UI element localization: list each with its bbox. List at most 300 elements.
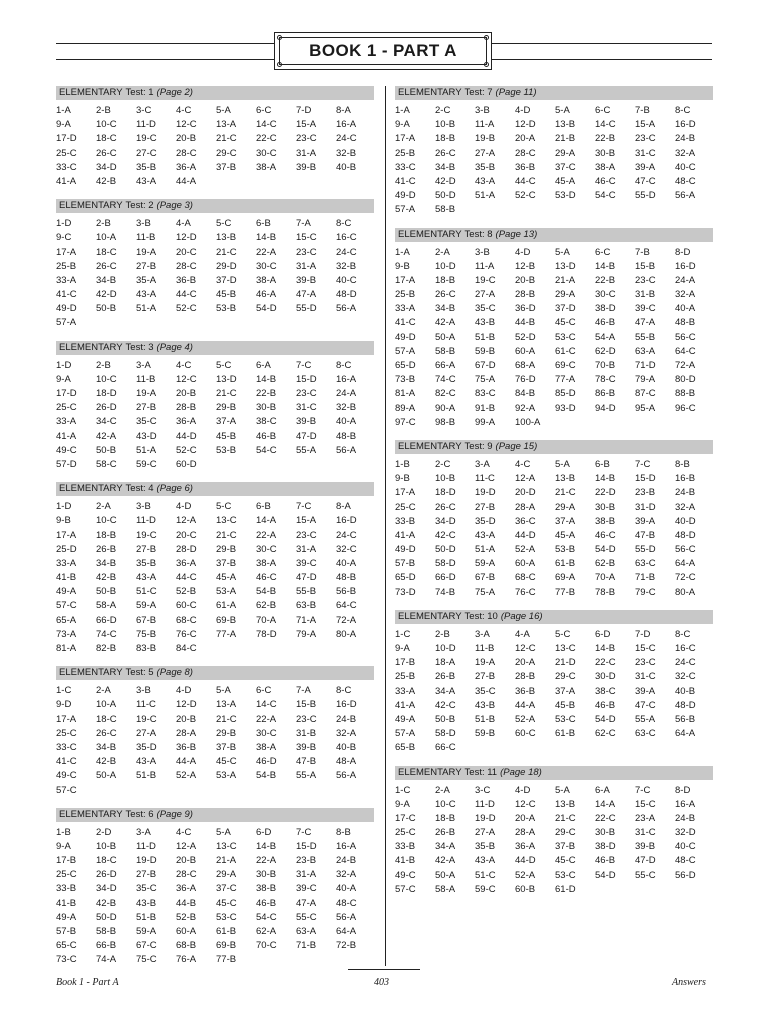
answer-key-item: 49-A: [395, 713, 416, 725]
answer-key-item: 34-C: [96, 416, 117, 428]
answer-key-item: 4-A: [176, 218, 191, 230]
test-number-label: Test: 10: [464, 610, 498, 622]
answer-key-item: 54-B: [256, 770, 277, 782]
answer-key-item: 12-B: [515, 260, 536, 272]
answer-key-item: 94-D: [595, 402, 616, 414]
answer-key-item: 78-D: [256, 628, 277, 640]
test-level-label: ELEMENTARY: [59, 200, 123, 212]
answer-key-item: 6-B: [256, 218, 271, 230]
answer-key-item: 35-B: [475, 841, 496, 853]
answer-key-item: 7-C: [296, 359, 312, 371]
answer-key-item: 20-A: [515, 133, 536, 145]
answer-key-item: 3-B: [136, 218, 151, 230]
answer-key-item: 65-B: [395, 742, 416, 754]
answer-key-item: 47-D: [296, 572, 317, 584]
answer-key-item: 77-B: [216, 954, 237, 966]
answer-key-item: 33-C: [56, 741, 77, 753]
answer-key-item: 76-A: [176, 954, 197, 966]
answer-key-item: 29-B: [216, 402, 237, 414]
answer-key-item: 54-D: [256, 303, 277, 315]
answer-key-item: 36-A: [176, 557, 197, 569]
answer-key-item: 4-A: [515, 628, 530, 640]
answer-key-item: 7-C: [296, 826, 312, 838]
answer-key-item: 24-B: [675, 812, 696, 824]
answer-key-item: 45-B: [216, 430, 237, 442]
answer-key-item: 14-C: [256, 699, 277, 711]
answer-key-item: 62-A: [256, 926, 277, 937]
answer-key-item: 34-A: [435, 685, 456, 697]
answer-key-item: 9-B: [395, 473, 410, 485]
answer-key-item: 1-A: [395, 105, 410, 116]
answer-key-item: 26-C: [96, 727, 117, 739]
answer-key-item: 63-B: [296, 600, 317, 612]
answer-key-item: 17-A: [395, 487, 416, 499]
test-header-bar: [56, 86, 374, 100]
answer-key-item: 42-B: [96, 756, 117, 768]
answer-key-item: 48-C: [675, 175, 696, 187]
answer-key-item: 37-A: [216, 416, 237, 428]
answer-key-item: 21-A: [216, 855, 237, 867]
answer-key-item: 24-B: [336, 713, 357, 725]
answer-key-item: 39-B: [635, 841, 656, 853]
answer-key-item: 27-B: [475, 501, 496, 513]
answer-key-item: 51-A: [136, 444, 157, 456]
test-header-bar: [395, 440, 713, 454]
answer-key-item: 21-D: [555, 657, 576, 669]
answer-key-item: 58-C: [96, 458, 117, 470]
answer-key-item: 22-B: [256, 388, 277, 399]
answer-key-item: 26-C: [96, 260, 117, 272]
answer-key-item: 33-B: [56, 883, 77, 895]
answer-key-item: 36-A: [515, 841, 536, 853]
answer-key-item: 76-D: [515, 374, 536, 386]
answer-key-item: 67-C: [136, 940, 157, 952]
answer-block: [56, 86, 374, 189]
answer-key-item: 40-A: [336, 883, 357, 895]
answer-key-item: 20-D: [515, 487, 536, 499]
answer-key-item: 59-A: [475, 558, 496, 570]
answer-key-item: 1-C: [56, 685, 72, 697]
answer-key-item: 39-C: [635, 303, 656, 315]
answer-key-item: 10-C: [96, 515, 117, 527]
answer-grid: [395, 246, 713, 430]
answer-key-item: 47-D: [296, 430, 317, 442]
answer-grid: [56, 500, 374, 656]
answer-key-item: 8-C: [336, 685, 352, 697]
answer-key-item: 40-D: [675, 515, 696, 527]
header-rule-left-lower: [56, 59, 274, 60]
answer-key-item: 43-A: [136, 289, 157, 301]
answer-key-item: 31-C: [635, 671, 656, 683]
title-banner: [274, 32, 492, 70]
answer-key-item: 60-B: [515, 883, 536, 895]
answer-key-item: 16-D: [336, 515, 357, 527]
answer-key-item: 25-C: [395, 501, 416, 513]
answer-key-item: 35-A: [136, 274, 157, 286]
answer-key-item: 75-C: [136, 954, 157, 966]
answer-key-item: 5-A: [555, 105, 570, 116]
answer-key-item: 64-C: [336, 600, 357, 612]
answer-grid: [395, 458, 713, 600]
answer-key-item: 13-B: [555, 119, 576, 131]
answer-key-item: 53-B: [555, 544, 576, 556]
answers-column-left: [56, 86, 374, 978]
answer-key-item: 5-A: [555, 458, 570, 470]
answer-key-item: 27-B: [136, 402, 157, 414]
answer-key-item: 13-B: [555, 473, 576, 485]
answer-key-item: 35-C: [475, 685, 496, 697]
answer-key-item: 38-A: [595, 161, 616, 173]
answer-key-item: 15-C: [635, 643, 656, 654]
answer-key-item: 37-C: [555, 161, 576, 173]
answer-key-item: 2-A: [435, 784, 450, 796]
answer-key-item: 45-C: [555, 855, 576, 867]
answer-key-item: 44-D: [515, 529, 536, 541]
answers-column-right: [395, 86, 713, 907]
answer-key-item: 34-A: [435, 841, 456, 853]
answer-key-item: 29-A: [216, 869, 237, 881]
answer-key-item: 16-C: [336, 232, 357, 244]
answer-key-item: 6-A: [256, 359, 271, 371]
answer-key-item: 58-A: [435, 883, 456, 895]
answer-key-item: 36-C: [515, 515, 536, 527]
answer-key-item: 29-C: [555, 671, 576, 683]
answer-key-item: 5-A: [555, 784, 570, 796]
answer-key-item: 19-D: [475, 487, 496, 499]
answer-key-item: 8-C: [336, 218, 352, 230]
answer-key-item: 35-B: [475, 161, 496, 173]
answer-key-item: 50-D: [435, 544, 456, 556]
test-number-label: Test: 3: [125, 341, 154, 353]
answer-key-item: 31-C: [635, 147, 656, 159]
answer-key-item: 11-C: [136, 699, 156, 711]
answer-key-item: 23-C: [635, 133, 656, 145]
answer-key-item: 16-A: [675, 798, 696, 810]
answer-key-item: 19-D: [136, 855, 157, 867]
answer-key-item: 36-B: [176, 741, 197, 753]
answer-key-item: 2-B: [96, 359, 111, 371]
test-page-reference: (Page 6): [156, 483, 193, 495]
answer-grid: [56, 359, 374, 473]
answer-key-item: 46-C: [595, 175, 616, 187]
answer-key-item: 34-B: [96, 557, 117, 569]
answer-key-item: 45-A: [216, 572, 237, 584]
answer-key-item: 7-C: [635, 784, 651, 796]
answer-key-item: 19-A: [136, 246, 157, 258]
answer-key-item: 39-A: [635, 515, 656, 527]
answer-key-item: 24-C: [675, 657, 696, 669]
answer-key-item: 47-A: [635, 317, 656, 329]
answer-key-item: 59-A: [136, 600, 157, 612]
answer-key-item: 32-A: [675, 289, 696, 301]
answer-key-item: 26-B: [435, 827, 456, 839]
page-number: 403: [374, 977, 389, 988]
answer-key-item: 34-D: [96, 161, 117, 173]
answer-key-item: 11-D: [475, 798, 495, 810]
answer-key-item: 16-C: [675, 643, 696, 654]
answer-key-item: 68-C: [515, 572, 536, 584]
answer-key-item: 21-C: [555, 812, 576, 824]
answer-key-item: 35-B: [136, 557, 157, 569]
answer-key-item: 14-B: [595, 643, 616, 654]
answer-key-item: 71-A: [296, 614, 317, 626]
answer-key-item: 51-C: [475, 869, 496, 881]
answer-key-item: 87-C: [635, 388, 656, 400]
answer-key-item: 43-A: [475, 529, 496, 541]
answer-key-item: 80-A: [675, 586, 696, 598]
answer-key-item: 38-A: [256, 161, 277, 173]
answer-key-item: 8-B: [675, 458, 690, 470]
test-level-label: ELEMENTARY: [59, 667, 123, 679]
answer-key-item: 1-C: [395, 784, 411, 796]
answer-key-item: 15-A: [296, 515, 317, 527]
answer-key-item: 15-A: [296, 119, 317, 131]
answer-key-item: 31-A: [296, 869, 317, 881]
answer-key-item: 32-A: [675, 147, 696, 159]
answer-key-item: 56-C: [675, 331, 696, 343]
answer-key-item: 22-C: [595, 812, 616, 824]
answer-key-item: 10-D: [435, 643, 456, 654]
answer-key-item: 5-A: [555, 246, 570, 258]
answer-key-item: 49-D: [395, 544, 416, 556]
test-header-bar: [395, 228, 713, 242]
answer-key-item: 21-C: [216, 246, 237, 258]
answer-key-item: 41-B: [395, 855, 416, 867]
answer-key-item: 38-B: [595, 515, 616, 527]
answer-key-item: 3-C: [475, 784, 491, 796]
answer-key-item: 25-C: [56, 869, 77, 881]
answer-key-item: 55-B: [296, 586, 317, 598]
answer-key-item: 52-C: [515, 190, 536, 202]
answer-key-item: 13-B: [555, 798, 576, 810]
answer-key-item: 31-C: [296, 402, 317, 414]
answer-key-item: 10-A: [96, 699, 117, 711]
answer-key-item: 23-C: [296, 713, 317, 725]
answer-key-item: 38-A: [256, 274, 277, 286]
answer-key-item: 48-C: [336, 897, 357, 909]
answer-key-item: 66-D: [96, 614, 117, 626]
answer-key-item: 2-A: [96, 685, 111, 697]
answer-key-item: 22-B: [595, 274, 616, 286]
answer-key-item: 47-D: [635, 855, 656, 867]
answer-key-item: 30-C: [256, 543, 277, 555]
answer-key-item: 13-A: [216, 699, 237, 711]
answer-key-item: 35-D: [475, 515, 496, 527]
answer-key-item: 1-B: [395, 458, 410, 470]
answer-key-item: 50-B: [435, 713, 456, 725]
answer-key-item: 3-A: [136, 826, 151, 838]
answer-key-item: 11-A: [475, 119, 495, 131]
answer-key-item: 53-A: [216, 770, 237, 782]
answer-key-item: 57-C: [56, 784, 77, 796]
answer-key-item: 20-C: [176, 529, 197, 541]
answer-key-item: 4-D: [515, 246, 531, 258]
answer-key-item: 4-D: [515, 105, 531, 116]
answer-key-item: 65-C: [56, 940, 77, 952]
answer-key-item: 58-A: [96, 600, 117, 612]
answer-key-item: 3-B: [136, 685, 151, 697]
answer-key-item: 25-C: [56, 147, 77, 159]
answer-key-item: 62-B: [595, 558, 616, 570]
answer-key-item: 26-D: [96, 869, 117, 881]
answer-key-item: 74-A: [96, 954, 117, 966]
answer-key-item: 44-A: [515, 699, 536, 711]
answer-key-item: 45-A: [555, 529, 576, 541]
answer-key-item: 12-A: [176, 515, 197, 527]
answer-key-item: 6-D: [256, 826, 272, 838]
answer-key-item: 37-B: [216, 161, 237, 173]
answer-block: [395, 766, 713, 898]
answer-key-item: 10-C: [435, 798, 456, 810]
answer-key-item: 100-A: [515, 416, 541, 428]
answer-key-item: 11-D: [136, 119, 156, 131]
answer-key-item: 51-C: [136, 586, 157, 598]
answer-key-item: 49-A: [56, 911, 77, 923]
answer-key-item: 23-C: [296, 133, 317, 145]
answer-key-item: 28-D: [176, 543, 197, 555]
answer-key-item: 45-C: [216, 897, 237, 909]
answer-key-item: 23-C: [296, 529, 317, 541]
answer-key-item: 50-B: [96, 586, 117, 598]
answer-key-item: 67-B: [475, 572, 496, 584]
answer-key-item: 9-A: [56, 373, 71, 385]
answer-key-item: 17-A: [395, 133, 416, 145]
answer-key-item: 20-A: [515, 657, 536, 669]
answer-key-item: 42-B: [96, 572, 117, 584]
answer-key-item: 18-B: [435, 274, 456, 286]
answer-key-item: 41-C: [56, 289, 77, 301]
answer-key-item: 7-B: [635, 246, 650, 258]
answer-key-item: 48-D: [675, 699, 696, 711]
answer-key-item: 6-B: [256, 501, 271, 513]
answer-key-item: 33-A: [395, 685, 416, 697]
answer-key-item: 54-D: [595, 544, 616, 556]
answer-key-item: 12-A: [515, 473, 536, 485]
footer-section-label: Answers: [672, 977, 706, 988]
answer-key-item: 46-B: [595, 317, 616, 329]
answer-key-item: 24-B: [675, 487, 696, 499]
answer-key-item: 32-C: [675, 671, 696, 683]
answer-key-item: 17-D: [56, 133, 77, 145]
answer-key-item: 42-B: [96, 175, 117, 187]
answer-key-item: 1-D: [56, 359, 72, 371]
answer-key-item: 18-C: [96, 246, 117, 258]
answer-key-item: 50-B: [96, 303, 117, 315]
header-rule-left: [56, 43, 274, 44]
answer-key-item: 26-C: [435, 501, 456, 513]
answer-key-item: 36-A: [176, 883, 197, 895]
answer-key-item: 9-C: [56, 232, 72, 244]
answer-key-item: 27-A: [475, 147, 496, 159]
answer-key-item: 5-A: [216, 826, 231, 838]
answer-key-item: 11-A: [475, 260, 495, 272]
answer-key-item: 40-C: [675, 161, 696, 173]
answer-key-item: 28-C: [176, 869, 197, 881]
answer-key-item: 50-A: [435, 331, 456, 343]
answer-key-item: 14-A: [256, 515, 277, 527]
answer-key-item: 4-D: [515, 784, 531, 796]
answer-key-item: 47-C: [635, 175, 656, 187]
answer-key-item: 11-D: [136, 840, 156, 852]
answer-key-item: 53-B: [216, 444, 237, 456]
answer-key-item: 12-C: [176, 119, 197, 131]
answer-key-item: 51-B: [475, 713, 496, 725]
answer-key-item: 48-D: [675, 529, 696, 541]
answer-key-item: 20-C: [176, 246, 197, 258]
answer-key-item: 36-B: [515, 685, 536, 697]
answer-key-item: 61-D: [555, 883, 576, 895]
answer-key-item: 46-B: [256, 897, 277, 909]
answer-key-item: 59-B: [475, 728, 496, 740]
answer-key-item: 44-A: [176, 756, 197, 768]
answer-key-item: 51-A: [136, 303, 157, 315]
answer-key-item: 11-B: [136, 232, 156, 244]
answer-key-item: 29-B: [216, 727, 237, 739]
answer-key-item: 54-C: [595, 190, 616, 202]
answer-key-item: 23-C: [296, 388, 317, 399]
answer-key-item: 17-D: [56, 388, 77, 399]
answer-key-item: 70-A: [256, 614, 277, 626]
answer-key-item: 23-A: [635, 812, 656, 824]
answer-key-item: 23-C: [296, 246, 317, 258]
answer-key-item: 39-C: [296, 883, 317, 895]
answer-key-item: 37-B: [216, 741, 237, 753]
answer-key-item: 79-C: [635, 586, 656, 598]
answer-key-item: 21-B: [555, 133, 576, 145]
answer-block: [395, 610, 713, 756]
answer-key-item: 40-A: [336, 416, 357, 428]
answer-key-item: 28-A: [515, 501, 536, 513]
answer-key-item: 32-B: [336, 260, 357, 272]
answer-key-item: 51-B: [475, 331, 496, 343]
answer-key-item: 12-D: [515, 119, 536, 131]
test-page-reference: (Page 2): [156, 87, 193, 98]
answer-key-item: 40-B: [336, 741, 357, 753]
answer-key-item: 19-D: [475, 812, 496, 824]
test-page-reference: (Page 13): [495, 228, 538, 240]
answer-key-item: 33-A: [395, 303, 416, 315]
answer-key-item: 14-C: [595, 119, 616, 131]
answer-key-item: 8-A: [336, 105, 351, 116]
answer-key-item: 52-B: [176, 586, 197, 598]
answer-key-item: 25-C: [56, 402, 77, 414]
answer-key-item: 35-B: [136, 161, 157, 173]
answer-key-item: 3-B: [136, 501, 151, 513]
answer-key-item: 63-C: [635, 728, 656, 740]
answer-key-item: 38-C: [256, 416, 277, 428]
answer-key-item: 74-B: [435, 586, 456, 598]
answer-key-item: 39-C: [296, 557, 317, 569]
answer-key-item: 56-A: [336, 444, 357, 456]
answer-key-item: 53-C: [555, 869, 576, 881]
answer-key-item: 27-A: [475, 827, 496, 839]
answer-key-item: 29-A: [555, 501, 576, 513]
answer-key-item: 9-A: [395, 643, 410, 654]
answer-key-item: 50-D: [96, 911, 117, 923]
answer-key-item: 66-A: [435, 360, 456, 371]
answer-key-item: 61-C: [555, 345, 576, 357]
answer-key-item: 64-A: [675, 728, 696, 740]
answer-key-item: 5-C: [216, 501, 232, 513]
test-number-label: Test: 7: [464, 87, 493, 98]
answer-key-item: 51-B: [136, 770, 157, 782]
answer-key-item: 55-A: [635, 713, 656, 725]
answer-key-item: 73-B: [395, 374, 416, 386]
answer-grid: [56, 684, 374, 798]
answer-key-item: 24-C: [336, 133, 357, 145]
answer-key-item: 28-C: [176, 260, 197, 272]
answer-key-item: 47-A: [296, 897, 317, 909]
